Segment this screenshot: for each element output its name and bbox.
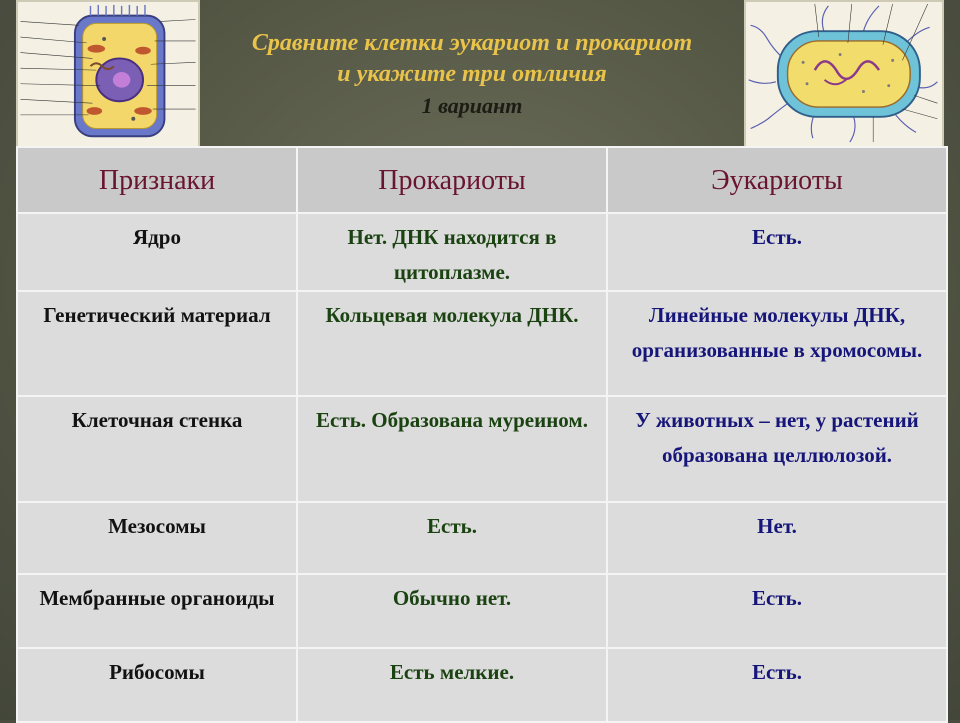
table-row — [17, 291, 947, 396]
title-line-1: Сравните клетки эукариот и прокариот — [251, 30, 693, 56]
table-row — [17, 213, 947, 291]
prokaryote-cell: Нет. ДНК находится в цитоплазме. — [297, 213, 607, 291]
table-row — [17, 396, 947, 502]
slide-title — [200, 28, 744, 121]
prokaryotic-cell-drawing — [746, 2, 942, 146]
comparison-table — [16, 146, 948, 723]
feature-cell: Мезосомы — [17, 502, 297, 574]
table-row — [17, 648, 947, 722]
prokaryote-cell: Есть мелкие. — [297, 648, 607, 722]
eukaryotic-cell-image — [16, 0, 200, 148]
header-features: Признаки — [17, 147, 297, 213]
feature-cell: Генетический материал — [17, 291, 297, 396]
eukaryote-cell: Есть. — [607, 648, 947, 722]
prokaryote-cell: Есть. Образована муреином. — [297, 396, 607, 502]
eukaryote-cell: Есть. — [607, 574, 947, 648]
header-prokaryotes: Прокариоты — [297, 147, 607, 213]
header-row — [17, 147, 947, 213]
prokaryotic-cell-image — [744, 0, 944, 148]
eukaryote-cell: Нет. — [607, 502, 947, 574]
eukaryote-cell: У животных – нет, у растений образована целлюлозой. — [607, 396, 947, 502]
prokaryote-cell: Есть. — [297, 502, 607, 574]
prokaryote-cell: Кольцевая молекула ДНК. — [297, 291, 607, 396]
title-line-2: и укажите три отличия — [337, 61, 607, 87]
eukaryote-cell: Линейные молекулы ДНК, организованные в хромосомы. — [607, 291, 947, 396]
header-eukaryotes: Эукариоты — [607, 147, 947, 213]
table-row — [17, 574, 947, 648]
prokaryote-cell: Обычно нет. — [297, 574, 607, 648]
feature-cell: Клеточная стенка — [17, 396, 297, 502]
table-row — [17, 502, 947, 574]
variant-label: 1 вариант — [421, 93, 523, 118]
feature-cell: Мембранные органоиды — [17, 574, 297, 648]
feature-cell: Ядро — [17, 213, 297, 291]
feature-cell: Рибосомы — [17, 648, 297, 722]
eukaryotic-cell-drawing — [18, 2, 198, 146]
eukaryote-cell: Есть. — [607, 213, 947, 291]
